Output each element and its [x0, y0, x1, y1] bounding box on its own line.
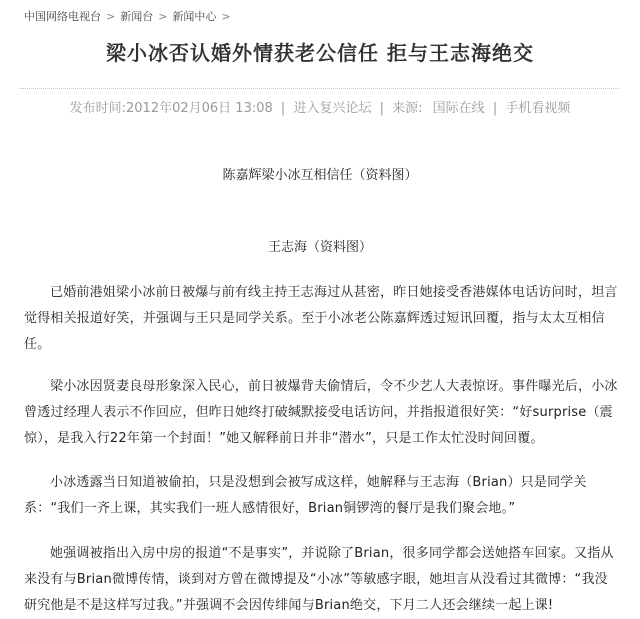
- breadcrumb-link-news-channel[interactable]: 新闻台: [120, 10, 154, 23]
- breadcrumb-link-news-center[interactable]: 新闻中心: [172, 10, 217, 23]
- article-paragraph-1: 已婚前港姐梁小冰前日被爆与前有线主持王志海过从甚密，昨日她接受香港媒体电话访问时，坦言觉得相关报道好笑，并强调与王只是同学关系。至于小冰老公陈嘉辉透过短讯回覆，指与太太互相信任。: [24, 285, 618, 352]
- chevron-right-icon: >: [221, 9, 231, 23]
- image-caption-2: 王志海（资料图）: [267, 240, 372, 255]
- publish-time: 发布时间:2012年02月06日 13:08: [69, 101, 273, 116]
- image-caption-1: 陈嘉辉梁小冰互相信任（资料图）: [222, 168, 418, 183]
- meta-separator: |: [280, 101, 286, 116]
- article-paragraph-3: 小冰透露当日知道被偷拍，只是没想到会被写成这样，她解释与王志海（Brian）只是同学关系：“我们一齐上课，其实我们一班人感情很好，Brian铜锣湾的餐厅是我们聚会地。”: [24, 475, 587, 516]
- meta-separator: |: [492, 101, 498, 116]
- meta-separator: |: [379, 101, 384, 116]
- article-title: 梁小冰否认婚外情获老公信任 拒与王志海绝交: [106, 41, 534, 65]
- chevron-right-icon: >: [106, 9, 116, 23]
- breadcrumb: [24, 8, 236, 24]
- source-name[interactable]: 国际在线: [432, 101, 485, 116]
- breadcrumb-link-cntv[interactable]: 中国网络电视台: [24, 10, 101, 23]
- mobile-video-link[interactable]: 手机看视频: [505, 101, 571, 116]
- forum-link[interactable]: 进入复兴论坛: [293, 101, 372, 116]
- source-label: 来源:: [392, 101, 423, 116]
- chevron-right-icon: >: [158, 9, 168, 23]
- article-paragraph-4: 她强调被指出入房中房的报道“不是事实”，并说除了Brian，很多同学都会送她搭车回家。又指从来没有与Brian微博传情，谈到对方曾在微博提及“小冰”等敏感字眼，她坦言从没看过其微博：“我没研究他是不是这样写过我。”并强调不会因传绯闻与Brian绝交，下月二人还会继续一起上课!: [24, 546, 614, 613]
- article-paragraph-2: 梁小冰因贤妻良母形象深入民心，前日被爆背夫偷情后，令不少艺人大表惊讶。事件曝光后，小冰曾透过经理人表示不作回应，但昨日她终打破缄默接受电话访问，并指报道很好笑：“好surprise（震惊），是我入行22年第一个封面！”她又解释前日并非“潜水”，只是工作太忙没时间回覆。: [24, 379, 618, 446]
- title-divider: [20, 88, 620, 89]
- article-meta: [0, 97, 640, 116]
